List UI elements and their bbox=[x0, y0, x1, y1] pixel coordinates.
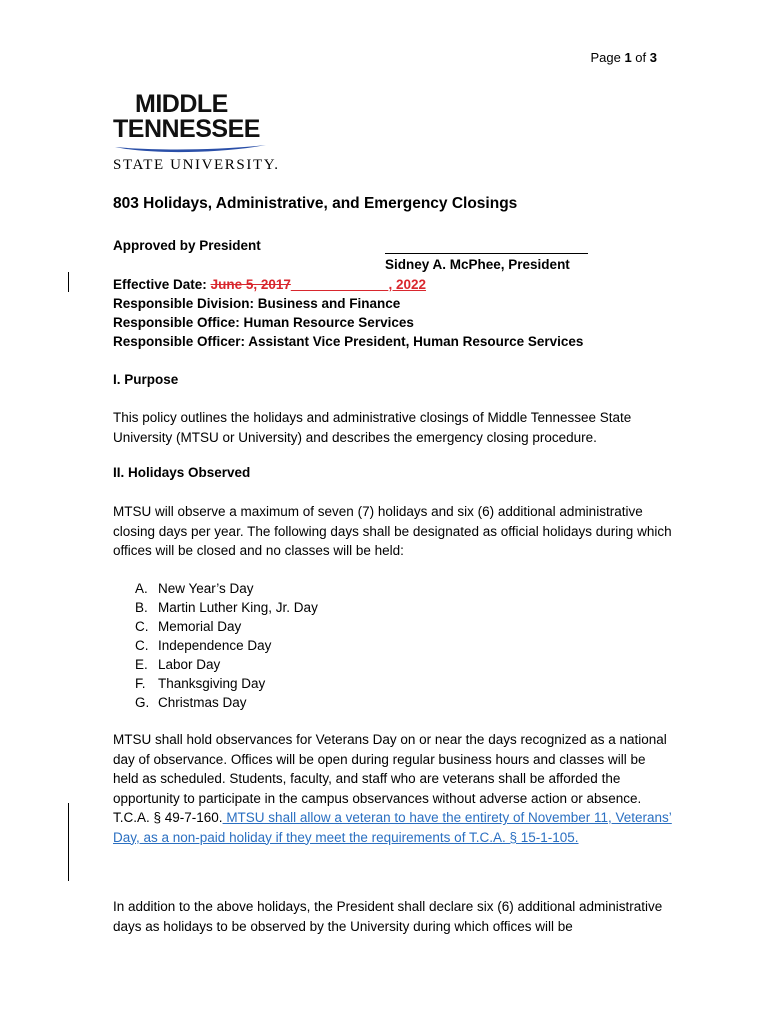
signature-line bbox=[385, 240, 588, 254]
list-item: C. Independence Day bbox=[135, 638, 272, 653]
logo-line-middle: MIDDLE bbox=[135, 90, 228, 118]
logo-line-state-university: STATE UNIVERSITY. bbox=[113, 157, 280, 173]
holidays-intro-paragraph: MTSU will observe a maximum of seven (7) holidays and six (6) additional administrative closing days per year. The following days shall be designated as official holidays during which offices will be closed and no classes will be held: bbox=[113, 504, 672, 558]
list-item: G. Christmas Day bbox=[135, 695, 247, 710]
holiday-list bbox=[135, 579, 318, 712]
policy-title: 803 Holidays, Administrative, and Emergency Closings bbox=[113, 195, 518, 212]
logo-swoosh-icon bbox=[113, 143, 268, 155]
effective-date-label: Effective Date: bbox=[113, 277, 207, 292]
veterans-text: MTSU shall hold observances for Veterans Day on or near the days recognized as a national day of observance. Offices will be open during regular business hours and classes will be held as scheduled. Students, faculty, and staff who are veterans shall be afforded the opportunity to participate in the campus observances without adverse action or absence. T.C.A. § 49-7-160. bbox=[113, 732, 667, 825]
approved-by: Approved by President bbox=[113, 238, 261, 253]
page-of: of bbox=[635, 50, 647, 65]
list-item: B. Martin Luther King, Jr. Day bbox=[135, 600, 318, 615]
list-item: E. Labor Day bbox=[135, 657, 221, 672]
signer-name: Sidney A. McPhee, President bbox=[385, 257, 570, 272]
list-item: F. Thanksgiving Day bbox=[135, 676, 266, 691]
revision-bar bbox=[68, 272, 69, 292]
mtsu-logo bbox=[113, 92, 283, 174]
responsible-office: Responsible Office: Human Resource Services bbox=[113, 315, 414, 330]
section-heading-holidays: II. Holidays Observed bbox=[113, 465, 251, 480]
page-total: 3 bbox=[649, 50, 657, 65]
additional-days-paragraph: In addition to the above holidays, the President shall declare six (6) additional administrative days as holidays to be observed by the University during which offices will be bbox=[113, 899, 663, 934]
page-number bbox=[590, 50, 657, 65]
logo-line-tennessee: TENNESSEE bbox=[113, 115, 260, 143]
effective-date-inserted: _____________, 2022 bbox=[290, 277, 427, 292]
page-current: 1 bbox=[624, 50, 632, 65]
effective-date-deleted: June 5, 2017 bbox=[210, 277, 291, 292]
veterans-inserted-text: MTSU shall allow a veteran to have the entirety of November 11, Veterans’ Day, as a non-paid holiday if they meet the requirements of T.C.A. § 15-1-105. bbox=[113, 810, 672, 845]
page-label: Page bbox=[590, 50, 621, 65]
section-heading-purpose: I. Purpose bbox=[113, 372, 179, 387]
list-item: A. New Year’s Day bbox=[135, 581, 254, 596]
responsible-officer: Responsible Officer: Assistant Vice President, Human Resource Services bbox=[113, 334, 584, 349]
revision-bar bbox=[68, 803, 69, 881]
list-item: C. Memorial Day bbox=[135, 619, 242, 634]
purpose-paragraph: This policy outlines the holidays and administrative closings of Middle Tennessee State University (MTSU or University) and describes the emergency closing procedure. bbox=[113, 410, 632, 445]
responsible-division: Responsible Division: Business and Finance bbox=[113, 296, 401, 311]
effective-date bbox=[113, 277, 426, 292]
veterans-paragraph bbox=[113, 730, 673, 847]
